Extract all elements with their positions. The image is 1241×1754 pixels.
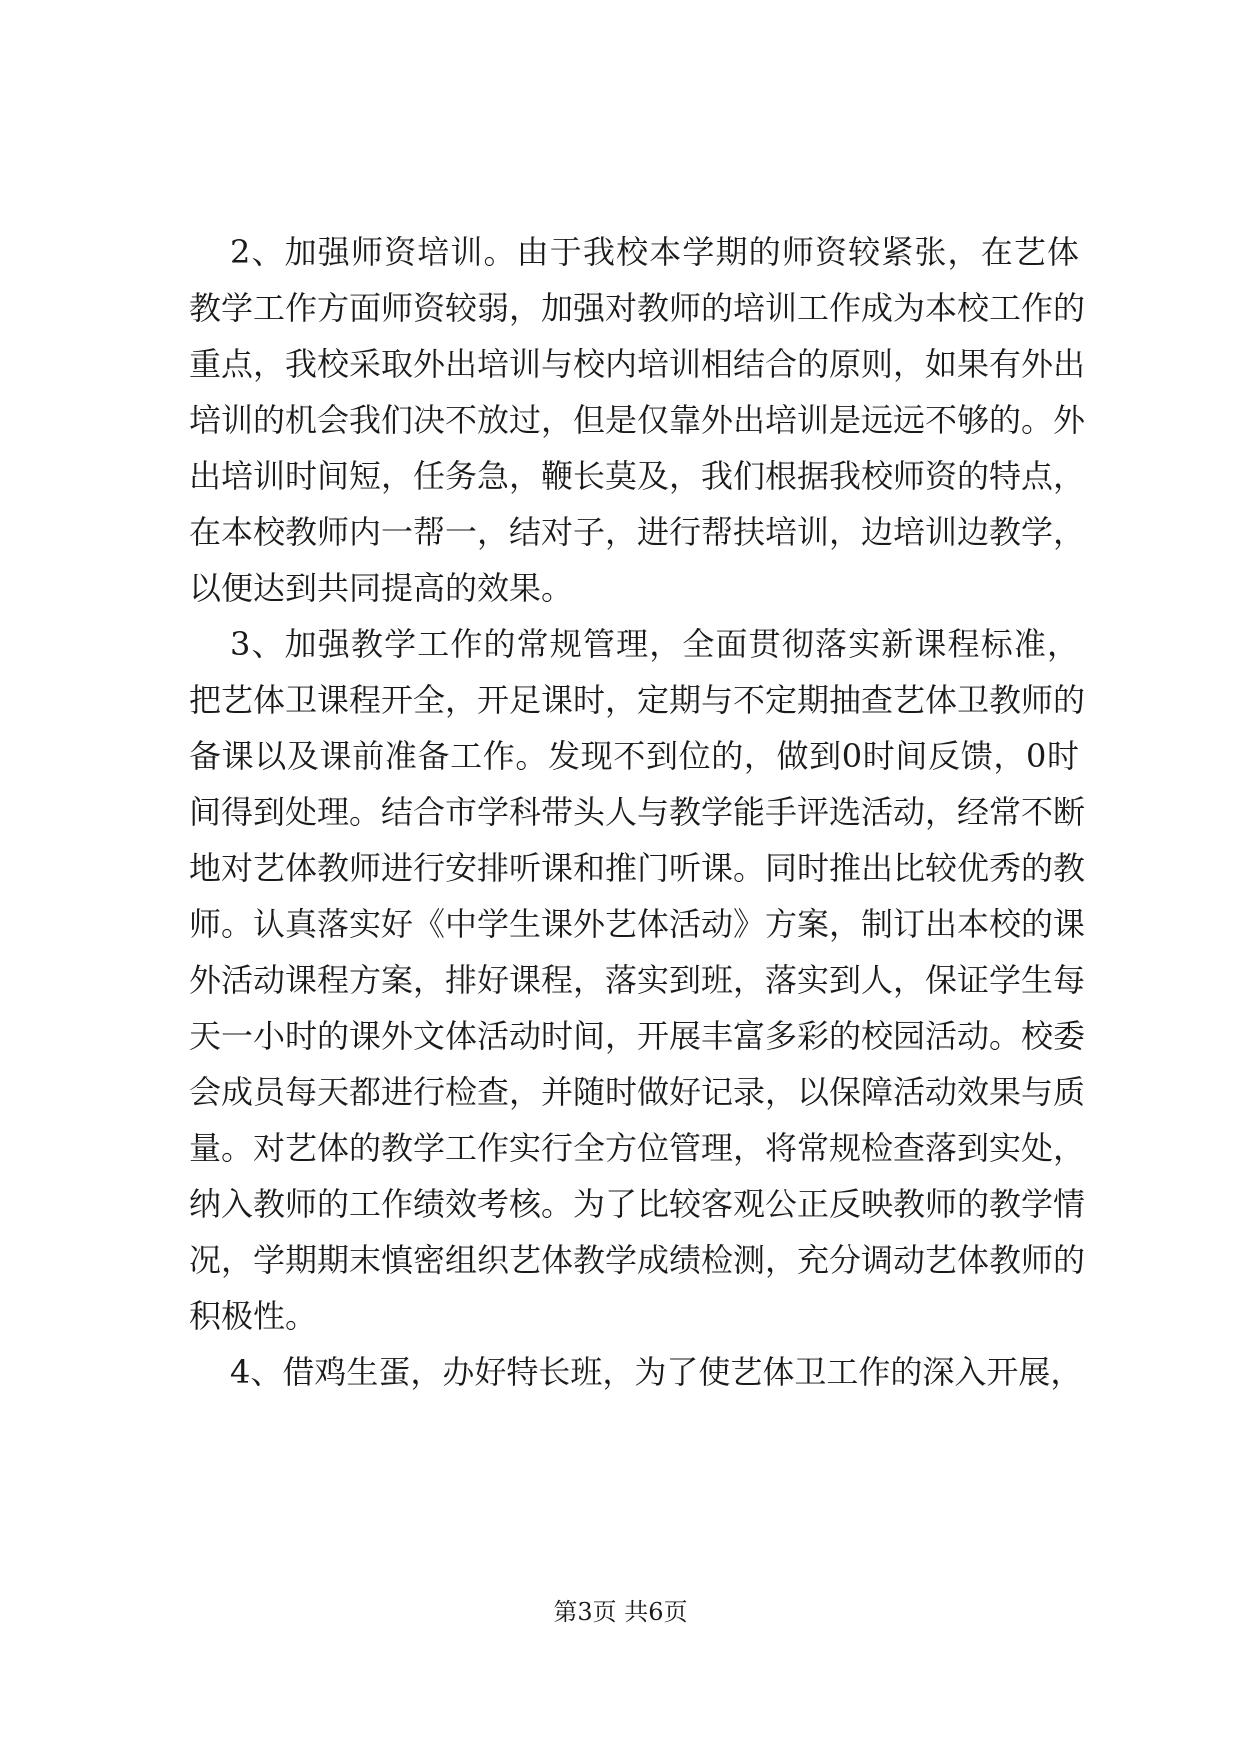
paragraph-3-line-8: 天一小时的课外文体活动时间，开展丰富多彩的校园活动。校委 (189, 1017, 1086, 1055)
paragraph-2-line-3: 重点，我校采取外出培训与校内培训相结合的原则，如果有外出 (189, 345, 1086, 383)
paragraph-3-line-5: 地对艺体教师进行安排听课和推门听课。同时推出比较优秀的教 (189, 849, 1086, 887)
paragraph-2-line-7: 以便达到共同提高的效果。 (189, 569, 574, 607)
paragraph-3-line-12: 况，学期期末慎密组织艺体教学成绩检测，充分调动艺体教师的 (189, 1241, 1086, 1279)
paragraph-3-line-7: 外活动课程方案，排好课程，落实到班，落实到人，保证学生每 (189, 961, 1086, 999)
page-number-footer: 第3页 共6页 (553, 1598, 688, 1626)
paragraph-3-line-1: 3、加强教学工作的常规管理，全面贯彻落实新课程标准， (230, 625, 1079, 663)
paragraph-2-line-6: 在本校教师内一帮一，结对子，进行帮扶培训，边培训边教学， (189, 513, 1086, 551)
paragraph-3-line-13: 积极性。 (189, 1297, 318, 1335)
paragraph-3-line-10: 量。对艺体的教学工作实行全方位管理，将常规检查落到实处， (189, 1129, 1086, 1167)
paragraph-3-line-4: 间得到处理。结合市学科带头人与教学能手评选活动，经常不断 (189, 793, 1086, 831)
paragraph-2-line-1: 2、加强师资培训。由于我校本学期的师资较紧张，在艺体 (230, 233, 1079, 271)
paragraph-4-line-1: 4、借鸡生蛋，办好特长班，为了使艺体卫工作的深入开展， (230, 1353, 1083, 1391)
paragraph-2-line-5: 出培训时间短，任务急，鞭长莫及，我们根据我校师资的特点， (189, 457, 1086, 495)
paragraph-3-line-6: 师。认真落实好《中学生课外艺体活动》方案，制订出本校的课 (189, 905, 1086, 943)
paragraph-2-line-4: 培训的机会我们决不放过，但是仅靠外出培训是远远不够的。外 (189, 401, 1086, 439)
paragraph-3-line-3: 备课以及课前准备工作。发现不到位的，做到0时间反馈，0时 (189, 737, 1079, 775)
paragraph-3-line-11: 纳入教师的工作绩效考核。为了比较客观公正反映教师的教学情 (189, 1185, 1086, 1223)
paragraph-3-line-2: 把艺体卫课程开全，开足课时，定期与不定期抽查艺体卫教师的 (189, 681, 1086, 719)
paragraph-2-line-2: 教学工作方面师资较弱，加强对教师的培训工作成为本校工作的 (189, 289, 1086, 327)
paragraph-3-line-9: 会成员每天都进行检查，并随时做好记录，以保障活动效果与质 (189, 1073, 1086, 1111)
